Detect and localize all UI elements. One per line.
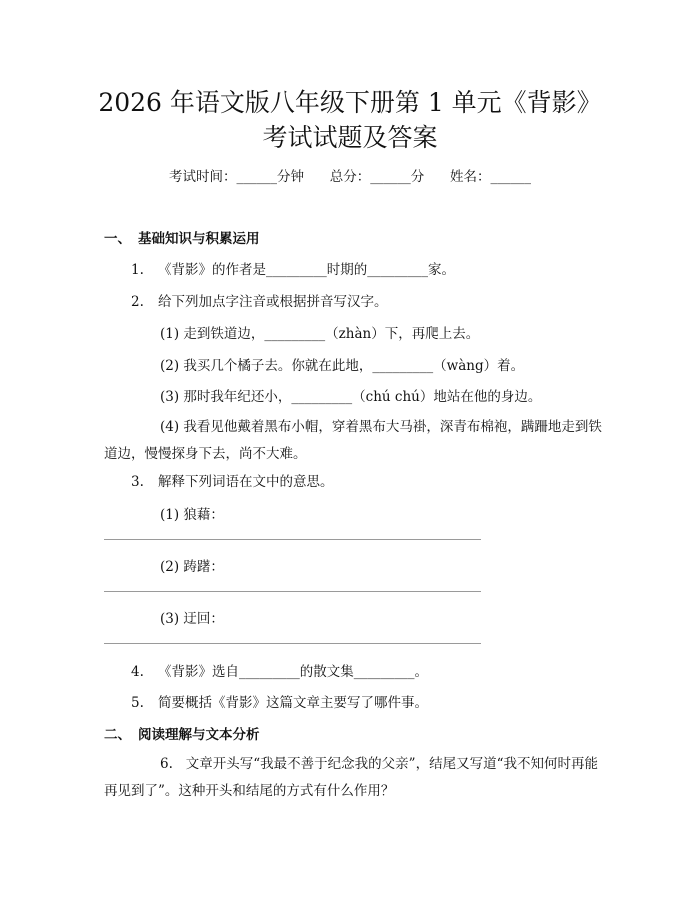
section-heading-1 xyxy=(104,229,260,249)
question-text: 《背影》的作者是_________时期的_________家。 xyxy=(158,262,455,278)
answer-line[interactable] xyxy=(104,591,481,592)
question-text: 简要概括《背影》这篇文章主要写了哪件事。 xyxy=(158,695,428,711)
answer-line[interactable] xyxy=(104,539,481,540)
question-text: 给下列加点字注音或根据拼音写汉字。 xyxy=(158,294,388,310)
question-text: 《背影》选自_________的散文集_________。 xyxy=(158,664,428,680)
question-6 xyxy=(104,751,604,805)
section-heading-2 xyxy=(104,725,260,745)
question-text: 解释下列词语在文中的意思。 xyxy=(158,474,334,490)
sub-item: (1) 狼藉： xyxy=(160,507,224,523)
exam-info-line: 考试时间：______分钟 总分：______分 姓名：______ xyxy=(169,169,531,185)
sub-item: (3) 那时我年纪还小，_________（chú chú）地站在他的身边。 xyxy=(160,389,542,405)
answer-line[interactable] xyxy=(104,643,481,644)
sub-item-long: (4) 我看见他戴着黑布小帽，穿着黑布大马褂，深青布棉袍，蹒跚地走到铁道边，慢慢探身下去，尚不大难。 xyxy=(104,419,602,462)
sub-item: (3) 迂回： xyxy=(160,611,224,627)
question-number: 5. xyxy=(131,695,144,711)
section-number: 二、 xyxy=(104,727,131,743)
section-number: 一、 xyxy=(104,231,131,247)
question-text: 文章开头写“我最不善于纪念我的父亲”，结尾又写道“我不知何时再能再见到了”。这种开头和结尾的方式有什么作用？ xyxy=(104,756,598,799)
question-number: 6. xyxy=(160,756,173,772)
sub-item: (1) 走到铁道边，_________（zhàn）下，再爬上去。 xyxy=(160,326,480,342)
sub-item: (2) 踌躇： xyxy=(160,559,224,575)
question-number: 3. xyxy=(131,474,144,490)
question-number: 1. xyxy=(131,262,144,278)
question-number: 4. xyxy=(131,664,144,680)
page-subtitle: 考试试题及答案 xyxy=(262,123,438,152)
sub-item: (2) 我买几个橘子去。你就在此地，_________（wàng）着。 xyxy=(160,358,525,374)
section-title: 阅读理解与文本分析 xyxy=(138,727,260,743)
page-title: 2026 年语文版八年级下册第 1 单元《背影》 xyxy=(98,88,602,117)
question-number: 2. xyxy=(131,294,144,310)
section-title: 基础知识与积累运用 xyxy=(138,231,260,247)
